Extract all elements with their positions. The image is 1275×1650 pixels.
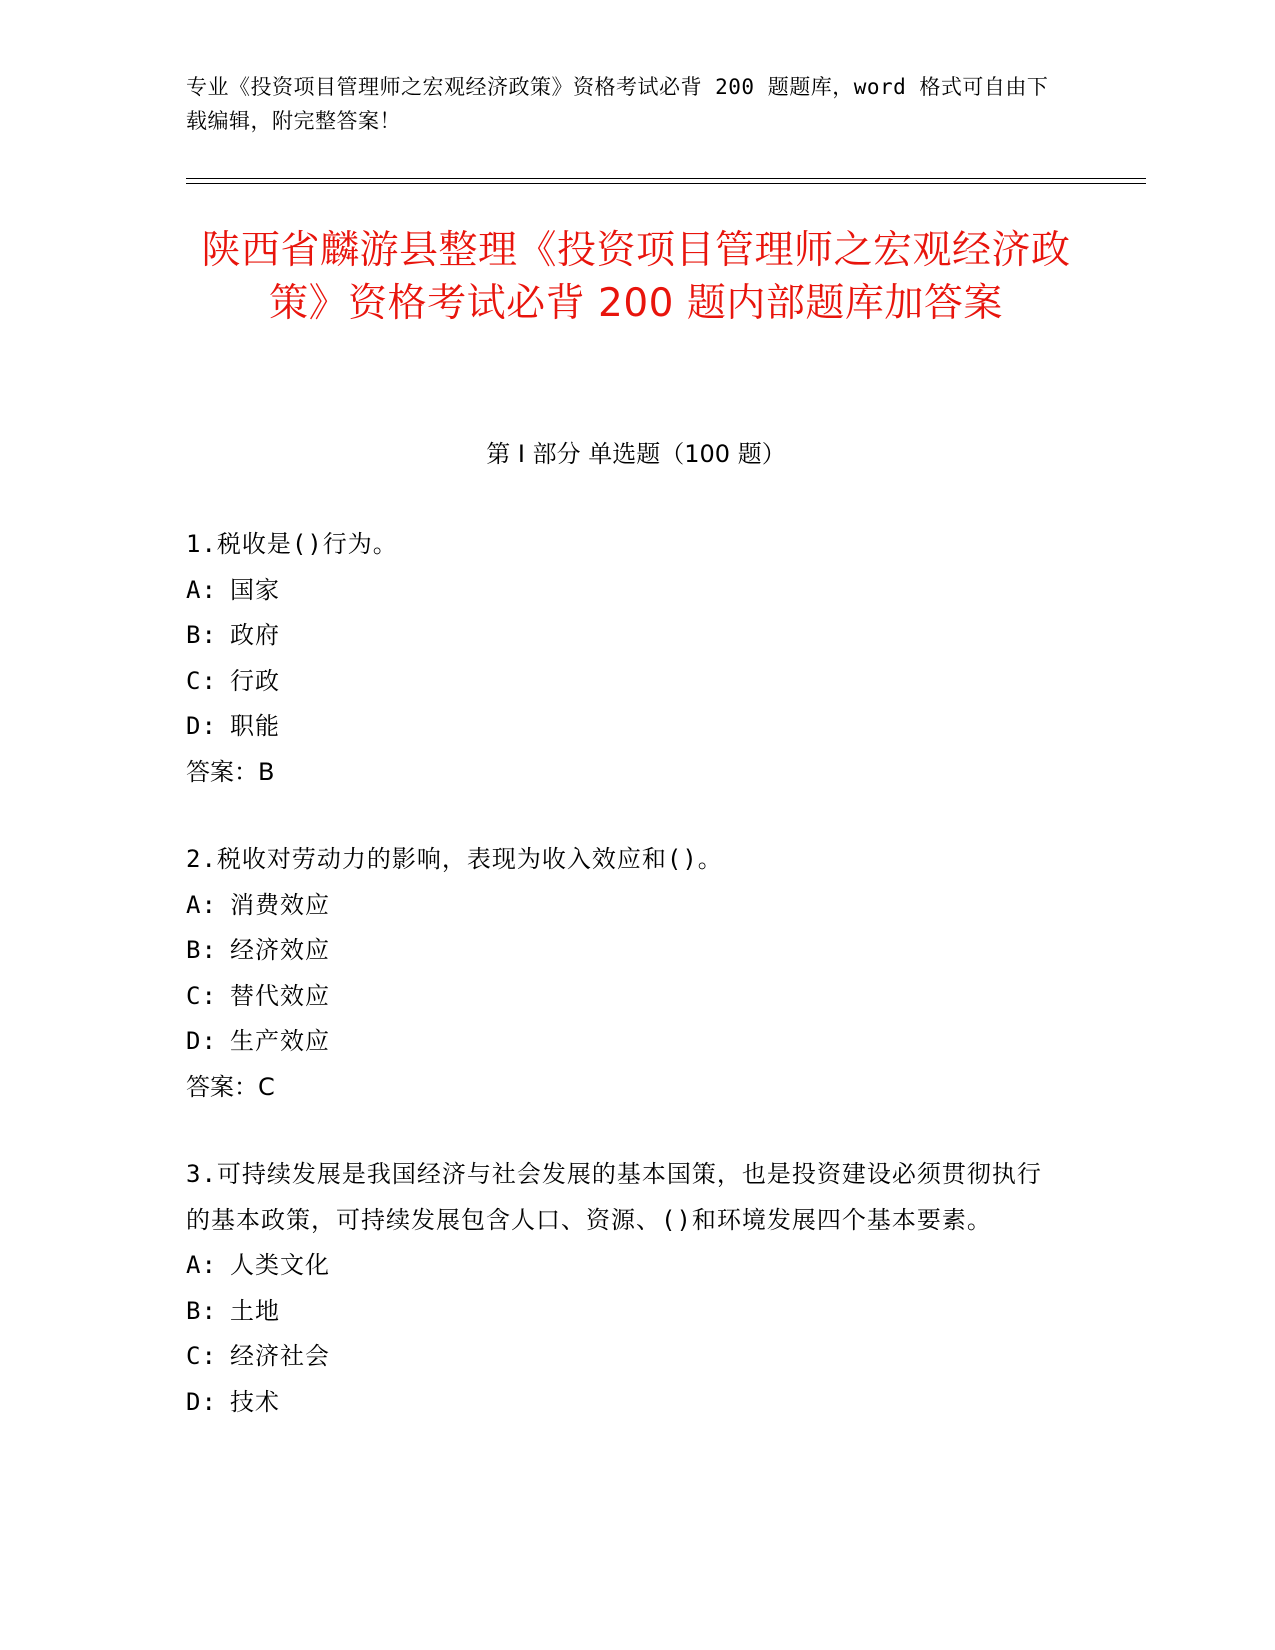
option-text: 消费效应 — [230, 890, 330, 919]
option-d — [186, 1019, 1066, 1065]
option-text: 替代效应 — [230, 981, 330, 1010]
question-item — [186, 837, 1066, 1110]
question-item — [186, 522, 1066, 795]
option-a — [186, 1243, 1066, 1289]
option-text: 政府 — [230, 621, 280, 649]
option-text: 土地 — [230, 1296, 280, 1325]
option-letter: A: — [186, 1251, 217, 1279]
option-d — [186, 1380, 1066, 1426]
question-stem: 3.可持续发展是我国经济与社会发展的基本国策，也是投资建设必须贯彻执行的基本政策，可持续发展包含人口、资源、()和环境发展四个基本要素。 — [186, 1160, 1042, 1234]
header-divider-bottom — [186, 183, 1146, 184]
option-letter: D: — [186, 712, 217, 740]
option-letter: C: — [186, 1342, 217, 1370]
option-d — [186, 704, 1066, 750]
answer-line: 答案：B — [186, 757, 275, 786]
option-text: 生产效应 — [230, 1027, 330, 1055]
option-text: 人类文化 — [230, 1251, 330, 1279]
option-letter: B: — [186, 936, 217, 964]
header-note: 专业《投资项目管理师之宏观经济政策》资格考试必背 200 题题库，word 格式可自由下载编辑，附完整答案！ — [186, 75, 1049, 133]
option-b — [186, 613, 1066, 659]
option-text: 职能 — [230, 712, 280, 740]
option-text: 行政 — [230, 666, 280, 695]
option-text: 技术 — [230, 1387, 280, 1416]
option-letter: B: — [186, 1296, 217, 1325]
option-text: 国家 — [230, 575, 280, 604]
header-divider-top — [186, 178, 1146, 179]
option-letter: A: — [186, 890, 217, 919]
option-text: 经济社会 — [230, 1342, 330, 1370]
document-title: 陕西省麟游县整理《投资项目管理师之宏观经济政策》资格考试必背 200 题内部题库加答案 — [201, 228, 1071, 326]
option-text: 经济效应 — [230, 936, 330, 964]
option-letter: B: — [186, 621, 217, 649]
question-stem: 1.税收是()行为。 — [186, 530, 398, 558]
question-item — [186, 1152, 1066, 1425]
option-letter: D: — [186, 1387, 217, 1416]
option-letter: C: — [186, 981, 217, 1010]
option-a — [186, 883, 1066, 929]
option-letter: C: — [186, 666, 217, 695]
option-a — [186, 568, 1066, 614]
option-c — [186, 1334, 1066, 1380]
question-stem: 2.税收对劳动力的影响，表现为收入效应和()。 — [186, 845, 723, 873]
answer-line: 答案：C — [186, 1072, 275, 1101]
option-c — [186, 974, 1066, 1020]
option-letter: A: — [186, 575, 217, 604]
option-letter: D: — [186, 1027, 217, 1055]
question-list — [186, 522, 1066, 1467]
option-c — [186, 659, 1066, 705]
option-b — [186, 928, 1066, 974]
option-b — [186, 1289, 1066, 1335]
section-heading: 第 I 部分 单选题（100 题） — [486, 440, 786, 468]
